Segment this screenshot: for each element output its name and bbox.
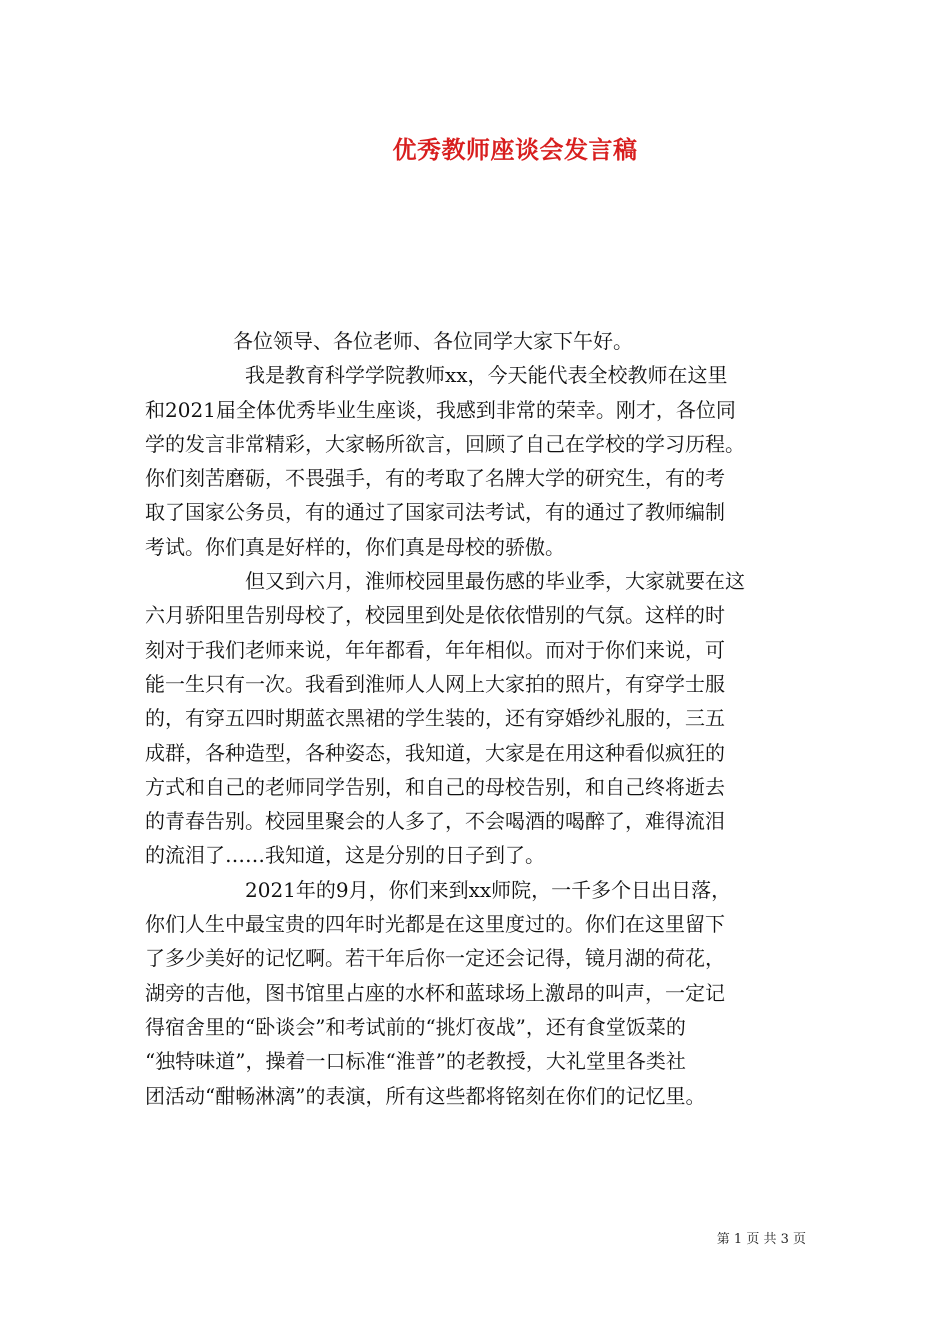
text-line: 和2021届全体优秀毕业生座谈，我感到非常的荣幸。刚才，各位同 — [145, 397, 736, 422]
text-line: 了多少美好的记忆啊。若干年后你一定还会记得，镜月湖的荷花， — [145, 946, 725, 971]
text-line: 六月骄阳里告别母校了，校园里到处是依依惜别的气氛。这样的时 — [145, 603, 725, 628]
paragraph-greeting — [145, 324, 825, 358]
text-line: 成群，各种造型，各种姿态，我知道，大家是在用这种看似疯狂的 — [145, 740, 725, 765]
page-number: 第 1 页 共 3 页 — [716, 1232, 806, 1247]
text-line: 团活动“酣畅淋漓”的表演，所有这些都将铭刻在你们的记忆里。 — [145, 1083, 706, 1108]
paragraph-graduation-season — [145, 564, 825, 873]
text-line: 的，有穿五四时期蓝衣黑裙的学生装的，还有穿婚纱礼服的，三五 — [145, 706, 725, 731]
document-body — [145, 324, 825, 1113]
text-line: 的流泪了……我知道，这是分别的日子到了。 — [145, 843, 545, 868]
text-line: 得宿舍里的“卧谈会”和考试前的“挑灯夜战”，还有食堂饭菜的 — [145, 1014, 686, 1039]
text-line: 刻对于我们老师来说，年年都看，年年相似。而对于你们来说，可 — [145, 637, 725, 662]
text-line: 考试。你们真是好样的，你们真是母校的骄傲。 — [145, 534, 565, 559]
paragraph-introduction — [145, 358, 825, 564]
text-line: 你们刻苦磨砺，不畏强手，有的考取了名牌大学的研究生，有的考 — [145, 466, 725, 491]
text-line: “独特味道”，操着一口标准“淮普”的老教授，大礼堂里各类社 — [145, 1049, 686, 1074]
text-line: 能一生只有一次。我看到淮师人人网上大家拍的照片，有穿学士服 — [145, 671, 725, 696]
paragraph-memories — [145, 873, 825, 1113]
text-line: 湖旁的吉他，图书馆里占座的水杯和蓝球场上激昂的叫声，一定记 — [145, 980, 725, 1005]
text-line: 你们人生中最宝贵的四年时光都是在这里度过的。你们在这里留下 — [145, 912, 725, 937]
text-line: 取了国家公务员，有的通过了国家司法考试，有的通过了教师编制 — [145, 500, 725, 525]
text-line: 的青春告别。校园里聚会的人多了，不会喝酒的喝醉了，难得流泪 — [145, 809, 725, 834]
text-line: 2021年的9月，你们来到xx师院，一千多个日出日落， — [245, 877, 732, 902]
text-line: 我是教育科学学院教师xx，今天能代表全校教师在这里 — [245, 363, 728, 388]
text-line: 学的发言非常精彩，大家畅所欲言，回顾了自己在学校的学习历程。 — [145, 431, 745, 456]
text-line: 方式和自己的老师同学告别，和自己的母校告别，和自己终将逝去 — [145, 774, 725, 799]
text-line: 但又到六月，淮师校园里最伤感的毕业季，大家就要在这 — [245, 569, 745, 594]
document-title: 优秀教师座谈会发言稿 — [392, 135, 638, 164]
text-line: 各位领导、各位老师、各位同学大家下午好。 — [233, 329, 633, 353]
